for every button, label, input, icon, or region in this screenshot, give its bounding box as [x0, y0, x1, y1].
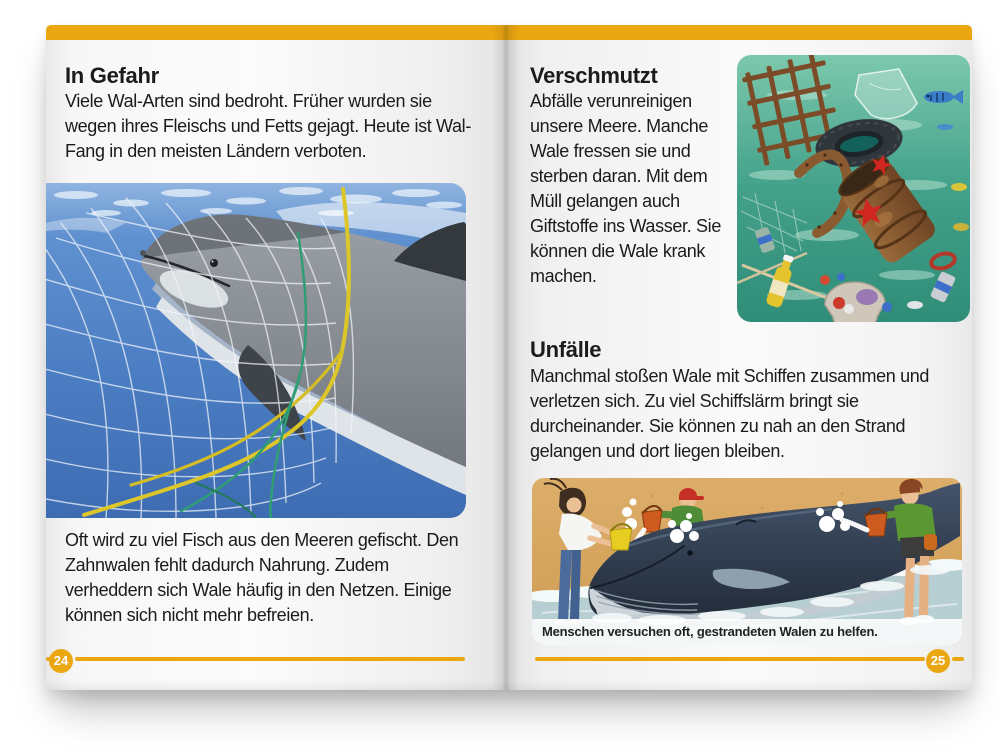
accidents-body: Manchmal stoßen Wale mit Schiffen zusammen und verletzen sich. Zu viel Schiffslärm bringt sie durcheinander. Sie können zu nah an den Strand gelangen und dort liegen bleiben.: [530, 366, 930, 461]
page-right: [506, 25, 972, 690]
whale-eye: [687, 550, 693, 556]
top-accent-band: [46, 25, 972, 40]
orange-bucket: [865, 513, 887, 536]
footer-rule-left: [75, 657, 465, 661]
stranded-whale-illustration: [532, 478, 962, 645]
page-left: [46, 25, 506, 690]
image-caption: Menschen versuchen oft, gestrandeten Walen zu helfen.: [532, 619, 962, 645]
accidents-heading: Unfälle: [530, 337, 602, 362]
pollution-body: Abfälle verunreinigen unsere Meere. Manche Wale fressen sie und sterben daran. Mit dem Müll gelangen auch Giftstoffe ins Wasser. Sie können die Wale krank machen.: [530, 91, 721, 286]
left-page-intro: Viele Wal-Arten sind bedroht. Früher wurden sie wegen ihres Fleischs und Fetts gejagt. Heute ist Wal-Fang in den meisten Ländern verboten.: [65, 91, 471, 161]
whale-in-net-illustration: [46, 183, 466, 518]
page-number-badge-24: 24: [49, 649, 73, 673]
whale-in-net-drawing: [46, 183, 466, 518]
book-spread: [46, 25, 972, 690]
footer-rule-right: [535, 657, 925, 661]
whale-eye: [210, 259, 218, 267]
polluted-sea-illustration: [737, 55, 970, 322]
left-page-body: Oft wird zu viel Fisch aus den Meeren gefischt. Den Zahnwalen fehlt dadurch Nahrung. Zudem verheddern sich Wale häufig in den Netzen. Einige können sich nicht mehr befreien.: [65, 530, 459, 625]
polluted-sea-drawing: [737, 55, 970, 322]
footer-rule-stub-right: [952, 657, 964, 661]
page-number-badge-25: 25: [926, 649, 950, 673]
left-page-heading: In Gefahr: [65, 63, 159, 88]
yellow-bucket: [610, 528, 632, 550]
pollution-heading: Verschmutzt: [530, 63, 658, 88]
